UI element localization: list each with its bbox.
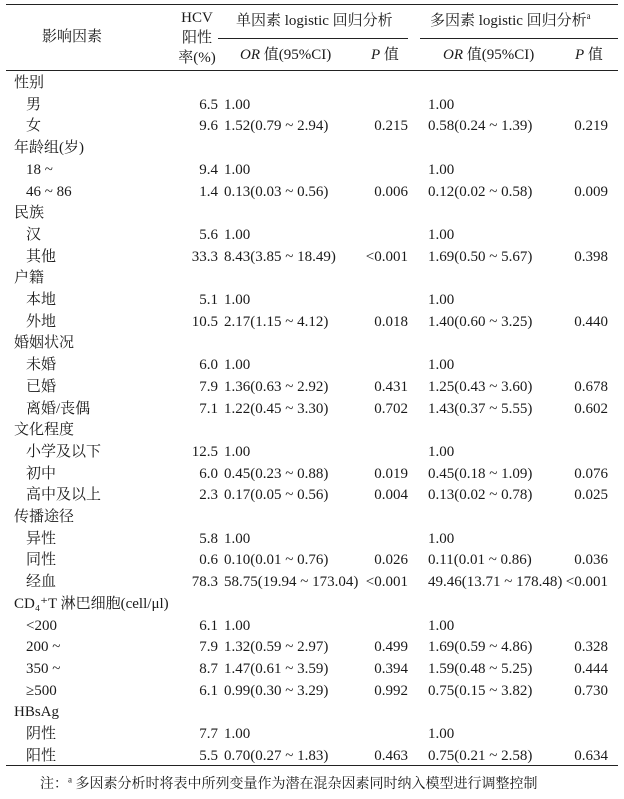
cell-rate: 7.7 [199,726,218,742]
header-rate-line3: 率(%) [178,50,216,66]
group-label: 户籍 [14,270,45,287]
table-row [0,549,624,571]
table-row [0,658,624,680]
cell-rate: 1.4 [199,183,218,200]
cell-or-multi: 1.69(0.59 ~ 4.86) [428,639,533,656]
cell-rate: 6.1 [199,617,218,634]
multi-group-rule [420,38,618,39]
cell-p-multi: 0.444 [574,660,608,677]
header-multi-footnote-mark: a [586,11,591,21]
cell-or-uni: 1.00 [224,161,251,178]
header-factor: 影响因素 [42,29,103,45]
table-group-row [0,506,624,528]
cell-or-uni: 1.22(0.45 ~ 3.30) [224,400,329,417]
cell-p-uni: 0.026 [374,552,408,569]
cell-rate: 6.0 [199,465,218,482]
row-label: 小学及以下 [26,443,102,460]
cell-rate: 7.9 [199,639,218,656]
header-p-multi-suffix: 值 [584,47,603,63]
table-row [0,376,624,398]
table-row [0,311,624,333]
table-group-row [0,137,624,159]
header-p-uni-suffix: 值 [380,47,399,63]
cell-or-multi: 49.46(13.71 ~ 178.48) [428,574,563,591]
cell-or-uni: 58.75(19.94 ~ 173.04) [224,574,359,591]
table-row [0,463,624,485]
cell-or-uni: 1.00 [224,292,251,308]
cell-or-uni: 0.17(0.05 ~ 0.56) [224,487,329,504]
cell-or-uni: 8.43(3.85 ~ 18.49) [224,248,336,265]
table-row [0,745,624,767]
footnote-prefix: 注： [40,777,68,792]
header-rate-line2: 阳性 [181,30,212,46]
row-label: 46 ~ 86 [26,183,72,200]
cell-or-multi: 0.75(0.21 ~ 2.58) [428,747,533,764]
table-group-row [0,701,624,723]
cell-p-uni: 0.018 [374,313,408,330]
row-label: 初中 [26,465,57,482]
row-label: 18 ~ [26,161,53,178]
cell-or-uni: 0.45(0.23 ~ 0.88) [224,465,329,482]
cell-p-uni: 0.431 [374,378,408,395]
header-or-uni-suffix: 值(95%CI) [260,47,332,63]
row-label: 外地 [26,313,57,330]
cell-or-uni: 1.00 [224,617,251,634]
group-label: 性别 [14,75,45,91]
table-group-row [0,593,624,615]
cell-rate: 9.4 [199,161,218,178]
cell-p-uni: 0.394 [374,660,408,677]
cell-p-multi: 0.328 [574,639,608,656]
row-label: 阳性 [26,747,57,764]
row-label: 已婚 [26,378,57,395]
cell-or-multi: 1.00 [428,357,455,374]
header-rate-line1: HCV [181,10,213,26]
header-multi-group [430,12,591,30]
cell-or-uni: 0.13(0.03 ~ 0.56) [224,183,329,200]
cell-rate: 5.6 [199,226,218,243]
header-or-multi [443,46,534,64]
top-rule [6,4,618,5]
row-label: 离婚/丧偶 [26,400,91,417]
cell-or-multi: 0.45(0.18 ~ 1.09) [428,465,533,482]
group-label: 文化程度 [14,422,75,439]
uni-group-rule [218,38,408,39]
cell-rate: 8.7 [199,660,218,677]
cell-rate: 6.1 [199,682,218,699]
cell-or-uni: 1.00 [224,226,251,243]
table-row [0,181,624,203]
cell-p-uni: 0.006 [374,183,408,200]
cell-or-multi: 1.00 [428,292,455,308]
table-row [0,615,624,637]
cell-p-uni: <0.001 [365,248,408,265]
cell-p-uni: 0.215 [374,118,408,135]
header-bottom-rule [6,70,618,71]
cell-rate: 5.5 [199,747,218,764]
row-label: <200 [26,617,57,634]
cell-or-uni: 1.00 [224,357,251,374]
cell-rate: 78.3 [191,574,218,591]
cell-p-multi: 0.036 [574,552,608,569]
cell-or-multi: 1.40(0.60 ~ 3.25) [428,313,533,330]
row-label: 200 ~ [26,639,61,656]
cell-rate: 33.3 [191,248,218,265]
header-or-uni [240,46,331,64]
cell-p-multi: 0.602 [574,400,608,417]
cell-or-uni: 2.17(1.15 ~ 4.12) [224,313,329,330]
table-group-row [0,72,624,94]
cell-rate: 6.5 [199,96,218,113]
cell-or-multi: 1.00 [428,443,455,460]
header-multi-group-label: 多因素 logistic 回归分析 [430,13,587,29]
header-p-multi-italic: P [575,47,585,63]
table-row [0,680,624,702]
cell-rate: 7.9 [199,378,218,395]
table-footnote [40,773,538,793]
cell-or-multi: 1.69(0.50 ~ 5.67) [428,248,533,265]
cell-or-multi: 0.11(0.01 ~ 0.86) [428,552,532,569]
cell-or-uni: 1.52(0.79 ~ 2.94) [224,118,329,135]
header-or-multi-suffix: 值(95%CI) [463,47,535,63]
table-row [0,94,624,116]
cell-p-multi: 0.440 [574,313,608,330]
cell-p-uni: 0.499 [374,639,408,656]
table-row [0,636,624,658]
cell-p-multi: 0.025 [574,487,608,504]
row-label: 其他 [26,248,57,265]
cell-or-uni: 1.36(0.63 ~ 2.92) [224,378,329,395]
cell-or-multi: 1.43(0.37 ~ 5.55) [428,400,533,417]
cell-p-multi: 0.398 [574,248,608,265]
group-label: HBsAg [14,704,60,721]
cell-rate: 10.5 [191,313,218,330]
cell-or-uni: 0.70(0.27 ~ 1.83) [224,747,329,764]
cell-or-multi: 1.00 [428,530,455,547]
cell-or-uni: 1.47(0.61 ~ 3.59) [224,660,329,677]
cell-rate: 7.1 [199,400,218,417]
cell-or-multi: 0.75(0.15 ~ 3.82) [428,682,533,699]
table-group-row [0,267,624,289]
cell-p-uni: <0.001 [365,574,408,591]
row-label: 女 [26,118,42,135]
cell-or-uni: 0.99(0.30 ~ 3.29) [224,682,329,699]
cell-p-multi: <0.001 [565,574,608,591]
cell-or-uni: 1.00 [224,726,251,742]
table-group-row [0,419,624,441]
cell-p-multi: 0.009 [574,183,608,200]
row-label: 阴性 [26,726,57,742]
header-or-uni-italic: OR [240,47,260,63]
cell-or-multi: 0.13(0.02 ~ 0.78) [428,487,533,504]
cell-p-multi: 0.730 [574,682,608,699]
table-row [0,159,624,181]
cell-rate: 6.0 [199,357,218,374]
table-row [0,354,624,376]
cell-rate: 9.6 [199,118,218,135]
header-or-multi-italic: OR [443,47,463,63]
header-p-uni-italic: P [371,47,381,63]
row-label: 350 ~ [26,660,61,677]
group-label: 婚姻状况 [14,335,75,352]
cell-or-multi: 1.00 [428,161,455,178]
table-row [0,571,624,593]
table-row [0,528,624,550]
cell-p-multi: 0.219 [574,118,608,135]
cell-or-multi: 0.12(0.02 ~ 0.58) [428,183,533,200]
table-row [0,398,624,420]
header-uni-group: 单因素 logistic 回归分析 [236,13,393,29]
footnote-mark: a [68,774,72,785]
cell-or-multi: 1.00 [428,96,455,113]
row-label: 未婚 [26,357,57,374]
table-row [0,441,624,463]
cell-or-multi: 1.00 [428,726,455,742]
cell-rate: 5.8 [199,530,218,547]
cell-p-multi: 0.678 [574,378,608,395]
group-label: 年龄组(岁) [14,140,84,157]
row-label: 男 [26,96,42,113]
cell-or-uni: 1.00 [224,96,251,113]
group-label: 民族 [14,205,45,222]
cell-rate: 12.5 [191,443,218,460]
table-group-row [0,332,624,354]
header-p-uni [371,46,399,64]
table-row [0,246,624,268]
row-label: 本地 [26,292,57,308]
table-row [0,723,624,745]
header-p-multi [575,46,603,64]
cell-p-uni: 0.702 [374,400,408,417]
cell-or-multi: 1.59(0.48 ~ 5.25) [428,660,533,677]
group-label: CD₄⁺T 淋巴细胞(cell/μl) [14,595,169,612]
cell-p-uni: 0.463 [374,747,408,764]
cell-or-uni: 1.32(0.59 ~ 2.97) [224,639,329,656]
row-label: ≥500 [26,682,57,699]
row-label: 同性 [26,552,57,569]
cell-or-uni: 0.10(0.01 ~ 0.76) [224,552,329,569]
row-label: 汉 [26,226,42,243]
row-label: 经血 [26,574,57,591]
cell-rate: 2.3 [199,487,218,504]
cell-or-uni: 1.00 [224,443,251,460]
table-group-row [0,202,624,224]
cell-p-uni: 0.992 [374,682,408,699]
cell-or-multi: 1.00 [428,617,455,634]
row-label: 异性 [26,530,57,547]
group-label: 传播途径 [14,509,75,525]
table-row [0,115,624,137]
table-row [0,289,624,311]
table-row [0,484,624,506]
footnote-text: 多因素分析时将表中所列变量作为潜在混杂因素同时纳入模型进行调整控制 [72,777,538,792]
cell-rate: 5.1 [199,292,218,308]
cell-or-multi: 1.00 [428,226,455,243]
cell-p-uni: 0.019 [374,465,408,482]
row-label: 高中及以上 [26,487,102,504]
cell-or-multi: 1.25(0.43 ~ 3.60) [428,378,533,395]
cell-rate: 0.6 [199,552,218,569]
cell-p-uni: 0.004 [374,487,408,504]
cell-or-multi: 0.58(0.24 ~ 1.39) [428,118,533,135]
cell-or-uni: 1.00 [224,530,251,547]
table-row [0,224,624,246]
cell-p-multi: 0.634 [574,747,608,764]
cell-p-multi: 0.076 [574,465,608,482]
